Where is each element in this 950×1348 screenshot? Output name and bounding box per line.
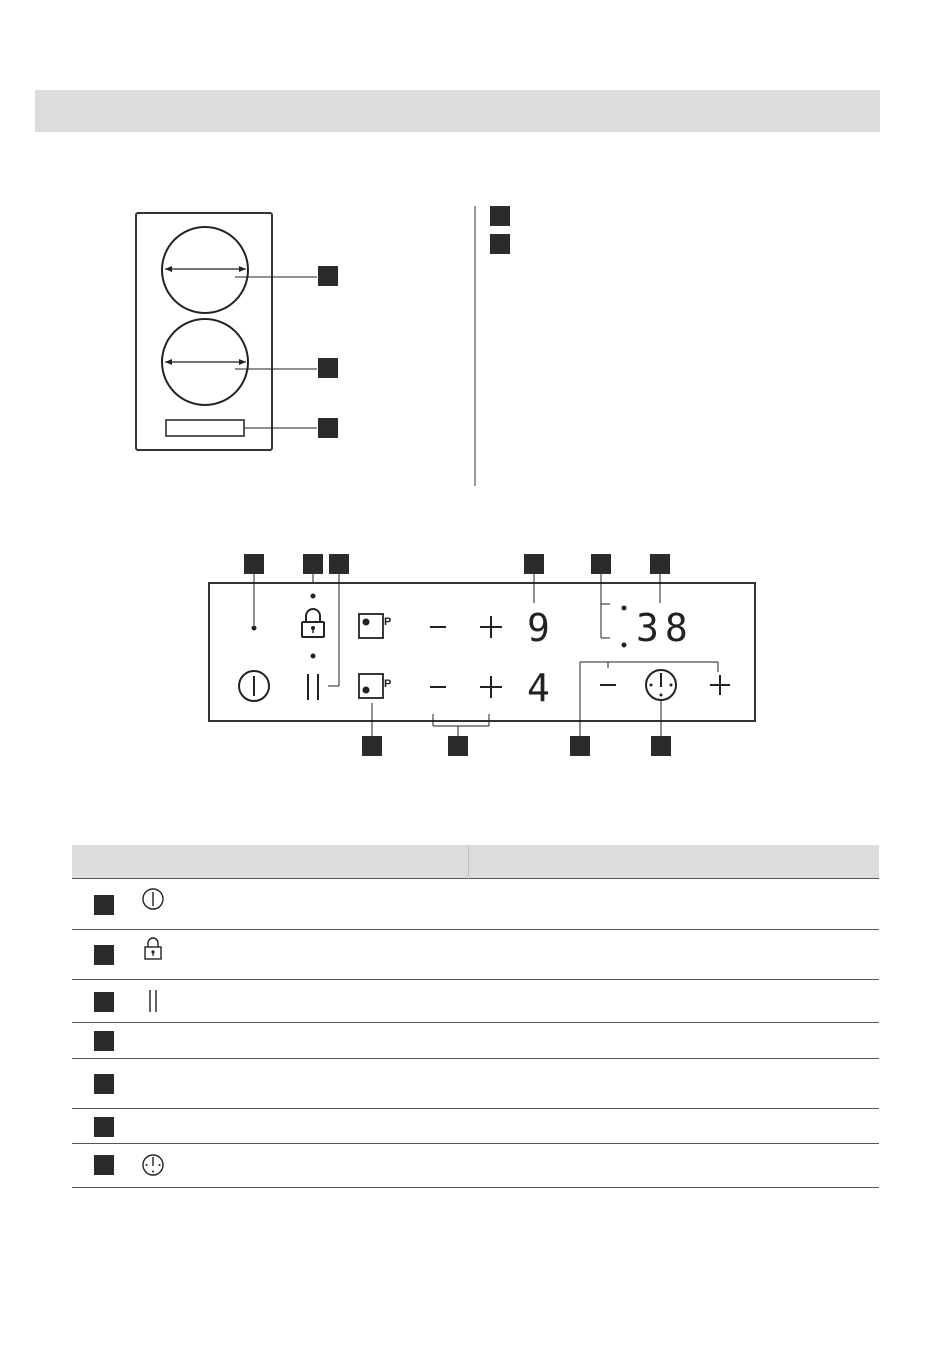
timer-display: 38 bbox=[636, 606, 694, 650]
divider bbox=[474, 206, 476, 486]
table-row-divider bbox=[72, 929, 879, 930]
callout-marker bbox=[448, 736, 468, 756]
powerboost-icon bbox=[359, 674, 383, 698]
table-header-divider bbox=[468, 845, 469, 879]
table-row-divider bbox=[72, 1108, 879, 1109]
lock-indicator-dot bbox=[311, 594, 316, 599]
callout-marker bbox=[318, 418, 338, 438]
table-row-marker bbox=[94, 945, 114, 965]
pause-indicator-dot bbox=[311, 654, 316, 659]
table-row-divider bbox=[72, 1187, 879, 1188]
callout-marker bbox=[362, 736, 382, 756]
section-title-bar bbox=[35, 90, 880, 132]
table-row-marker bbox=[94, 1117, 114, 1137]
zone1-timer-indicator bbox=[622, 606, 627, 611]
power-icon bbox=[140, 886, 166, 912]
table-row-divider bbox=[72, 1022, 879, 1023]
callout-marker bbox=[570, 736, 590, 756]
control-panel-graphics bbox=[200, 570, 760, 740]
table-row-marker bbox=[94, 1074, 114, 1094]
legend-marker bbox=[490, 206, 510, 226]
powerboost-icon bbox=[359, 614, 383, 638]
program-letter: P bbox=[384, 616, 392, 628]
zone1-display: 9 bbox=[527, 606, 550, 650]
table-row-marker bbox=[94, 1031, 114, 1051]
power-indicator-dot bbox=[252, 626, 257, 631]
lock-icon bbox=[140, 936, 166, 962]
timer-icon bbox=[140, 1152, 166, 1178]
program-letter: P bbox=[384, 678, 392, 690]
zone2-timer-indicator bbox=[622, 643, 627, 648]
table-row-divider bbox=[72, 979, 879, 980]
callout-marker bbox=[318, 266, 338, 286]
table-row-divider bbox=[72, 1058, 879, 1059]
callout-marker bbox=[318, 358, 338, 378]
table-row-marker bbox=[94, 992, 114, 1012]
legend-marker bbox=[490, 234, 510, 254]
control-panel-outline bbox=[166, 420, 244, 436]
callout-marker bbox=[651, 736, 671, 756]
table-header bbox=[72, 845, 879, 879]
cooking-zone-1 bbox=[162, 227, 248, 313]
table-row-marker bbox=[94, 1155, 114, 1175]
table-row-marker bbox=[94, 895, 114, 915]
zone2-display: 4 bbox=[527, 666, 550, 710]
pause-icon bbox=[140, 988, 166, 1014]
table-row-divider bbox=[72, 1143, 879, 1144]
